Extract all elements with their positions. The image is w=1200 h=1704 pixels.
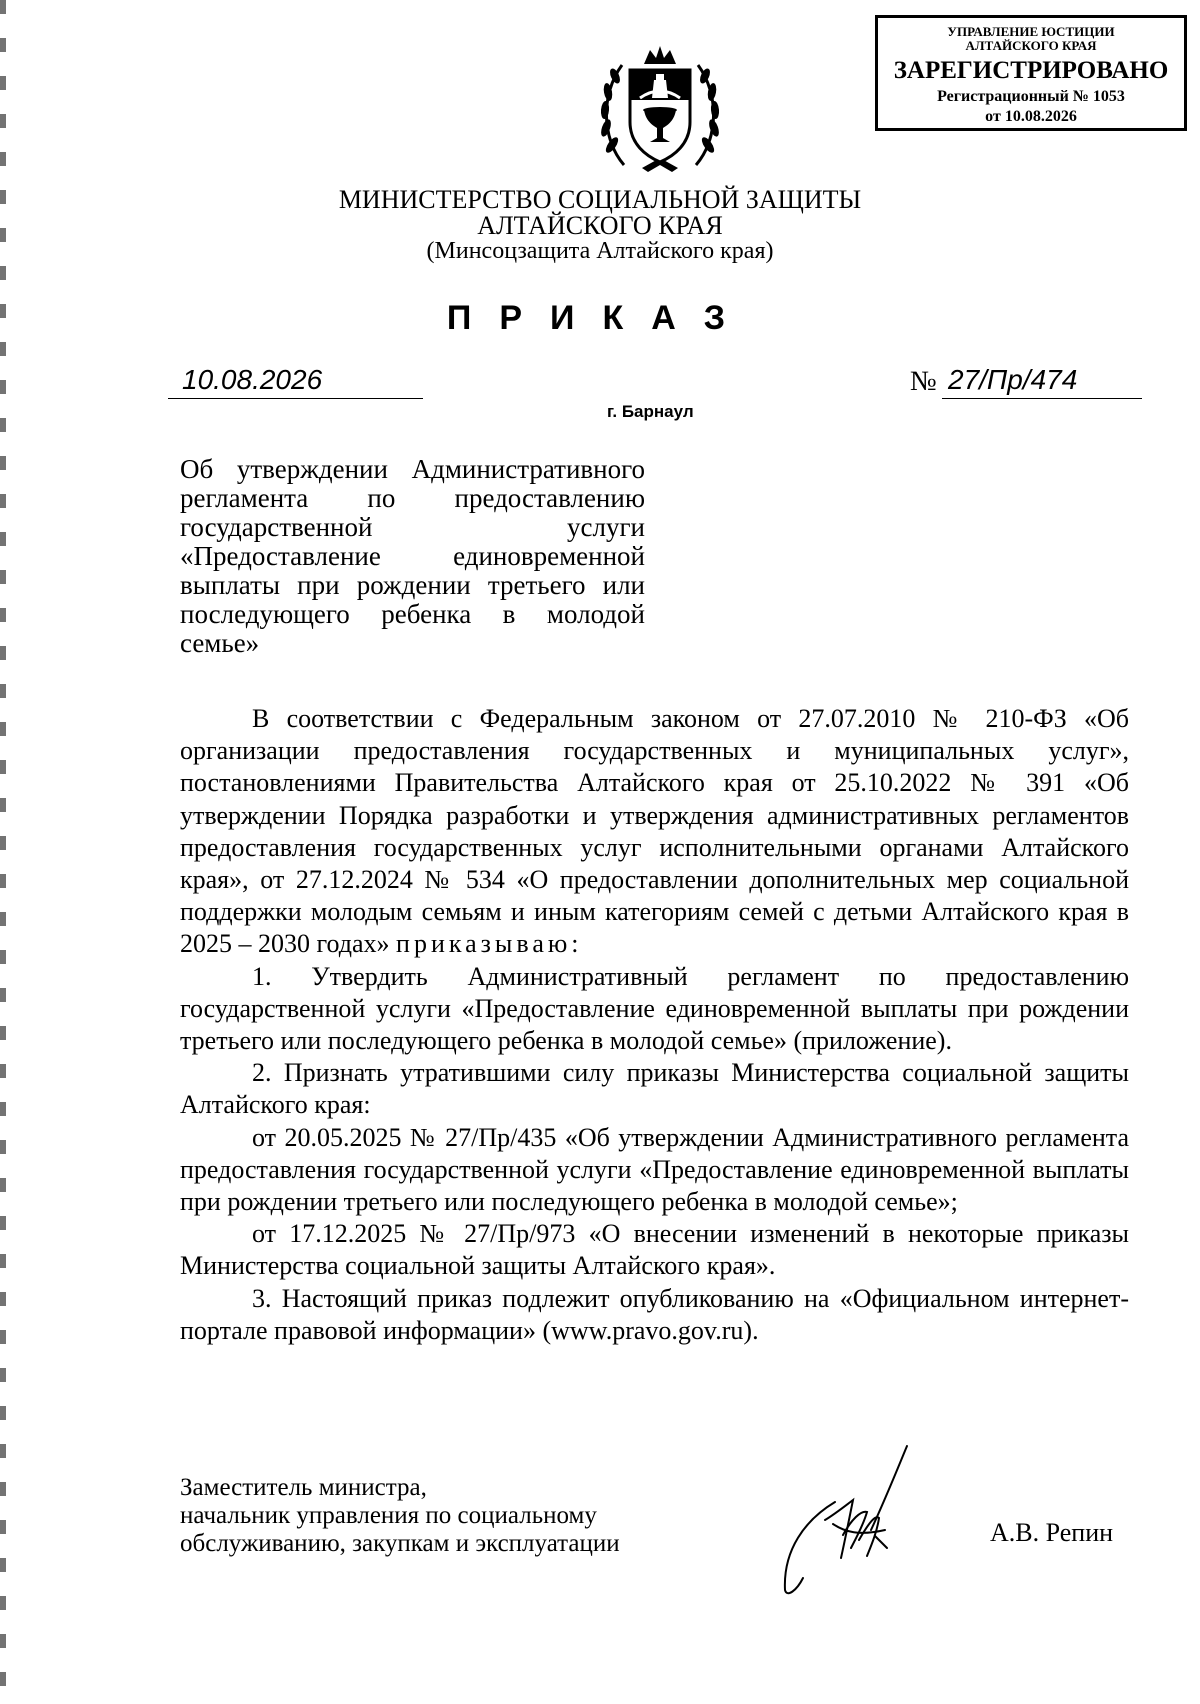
signer-position-line3: обслуживанию, закупкам и эксплуатации <box>180 1530 620 1557</box>
order-number: 27/Пр/474 <box>942 362 1142 399</box>
ministry-short-name: (Минсоцзащита Алтайского края) <box>426 238 774 264</box>
item-3: 3. Настоящий приказ подлежит опубликованию на «Официальном интернет-портале правовой информации» (www.pravo.gov.ru). <box>180 1283 1129 1345</box>
ministry-name-line1: МИНИСТЕРСТВО СОЦИАЛЬНОЙ ЗАЩИТЫ <box>338 185 862 214</box>
altai-krai-coat-of-arms-icon <box>594 40 726 180</box>
scan-edge-mark <box>0 0 6 1704</box>
item-2-revoked-order-a: от 20.05.2025 № 27/Пр/435 «Об утверждении Административного регламента предоставления государственной услуги «Предоставление единовременной выплаты при рождении третьего или последующего ребенка в молодой семье»; <box>180 1122 1129 1217</box>
registration-stamp <box>875 15 1187 131</box>
preamble-text: В соответствии с Федеральным законом от 27.07.2010 № 210-ФЗ «Об организации предоставления государственных и муниципальных услуг», постановлениями Правительства Алтайского края от 25.10.2022 № 391 «Об утверждении Порядка разработки и утверждения административных регламентов предоставления государственных услуг исполнительными органами Алтайского края», от 27.12.2024 № 534 «О предоставлении дополнительных мер социальной поддержки молодым семьям и иным категориям семей с детьми Алтайского края в 2025 – 2030 годах» <box>180 704 1129 959</box>
document-type-title: ПРИКАЗ <box>446 299 754 337</box>
signer-name: А.В. Репин <box>990 1518 1114 1547</box>
signer-position-line1: Заместитель министра, <box>180 1474 427 1501</box>
stamp-authority-line1: УПРАВЛЕНИЕ ЮСТИЦИИ <box>947 24 1115 39</box>
order-subject: Об утверждении Административного регламента по предоставлению государственной услуги «Предоставление единовременной выплаты при рождении третьего или последующего ребенка в молодой семье» <box>180 454 645 658</box>
signer-position <box>180 1474 620 1558</box>
handwritten-signature <box>775 1440 920 1600</box>
order-date: 10.08.2026 <box>168 362 423 399</box>
order-body <box>180 703 1129 1347</box>
signer-position-line2: начальник управления по социальному <box>180 1502 597 1529</box>
ministry-name-line2: АЛТАЙСКОГО КРАЯ <box>477 211 723 240</box>
preamble-paragraph <box>180 703 1129 961</box>
stamp-reg-number: Регистрационный № 1053 <box>937 88 1125 105</box>
order-number-label: № <box>910 366 937 397</box>
stamp-authority-line2: АЛТАЙСКОГО КРАЯ <box>965 38 1097 53</box>
stamp-reg-date: от 10.08.2026 <box>985 108 1077 125</box>
item-2: 2. Признать утратившими силу приказы Министерства социальной защиты Алтайского края: <box>180 1058 1129 1120</box>
item-1: 1. Утвердить Административный регламент по предоставлению государственной услуги «Предоставление единовременной выплаты при рождении третьего или последующего ребенка в молодой семье» (приложение). <box>180 961 1129 1056</box>
stamp-status: ЗАРЕГИСТРИРОВАНО <box>893 57 1169 84</box>
item-2-revoked-order-b: от 17.12.2025 № 27/Пр/973 «О внесении изменений в некоторые приказы Министерства социальной защиты Алтайского края». <box>180 1219 1129 1281</box>
order-word: приказываю: <box>396 929 583 959</box>
city: г. Барнаул <box>607 402 694 421</box>
